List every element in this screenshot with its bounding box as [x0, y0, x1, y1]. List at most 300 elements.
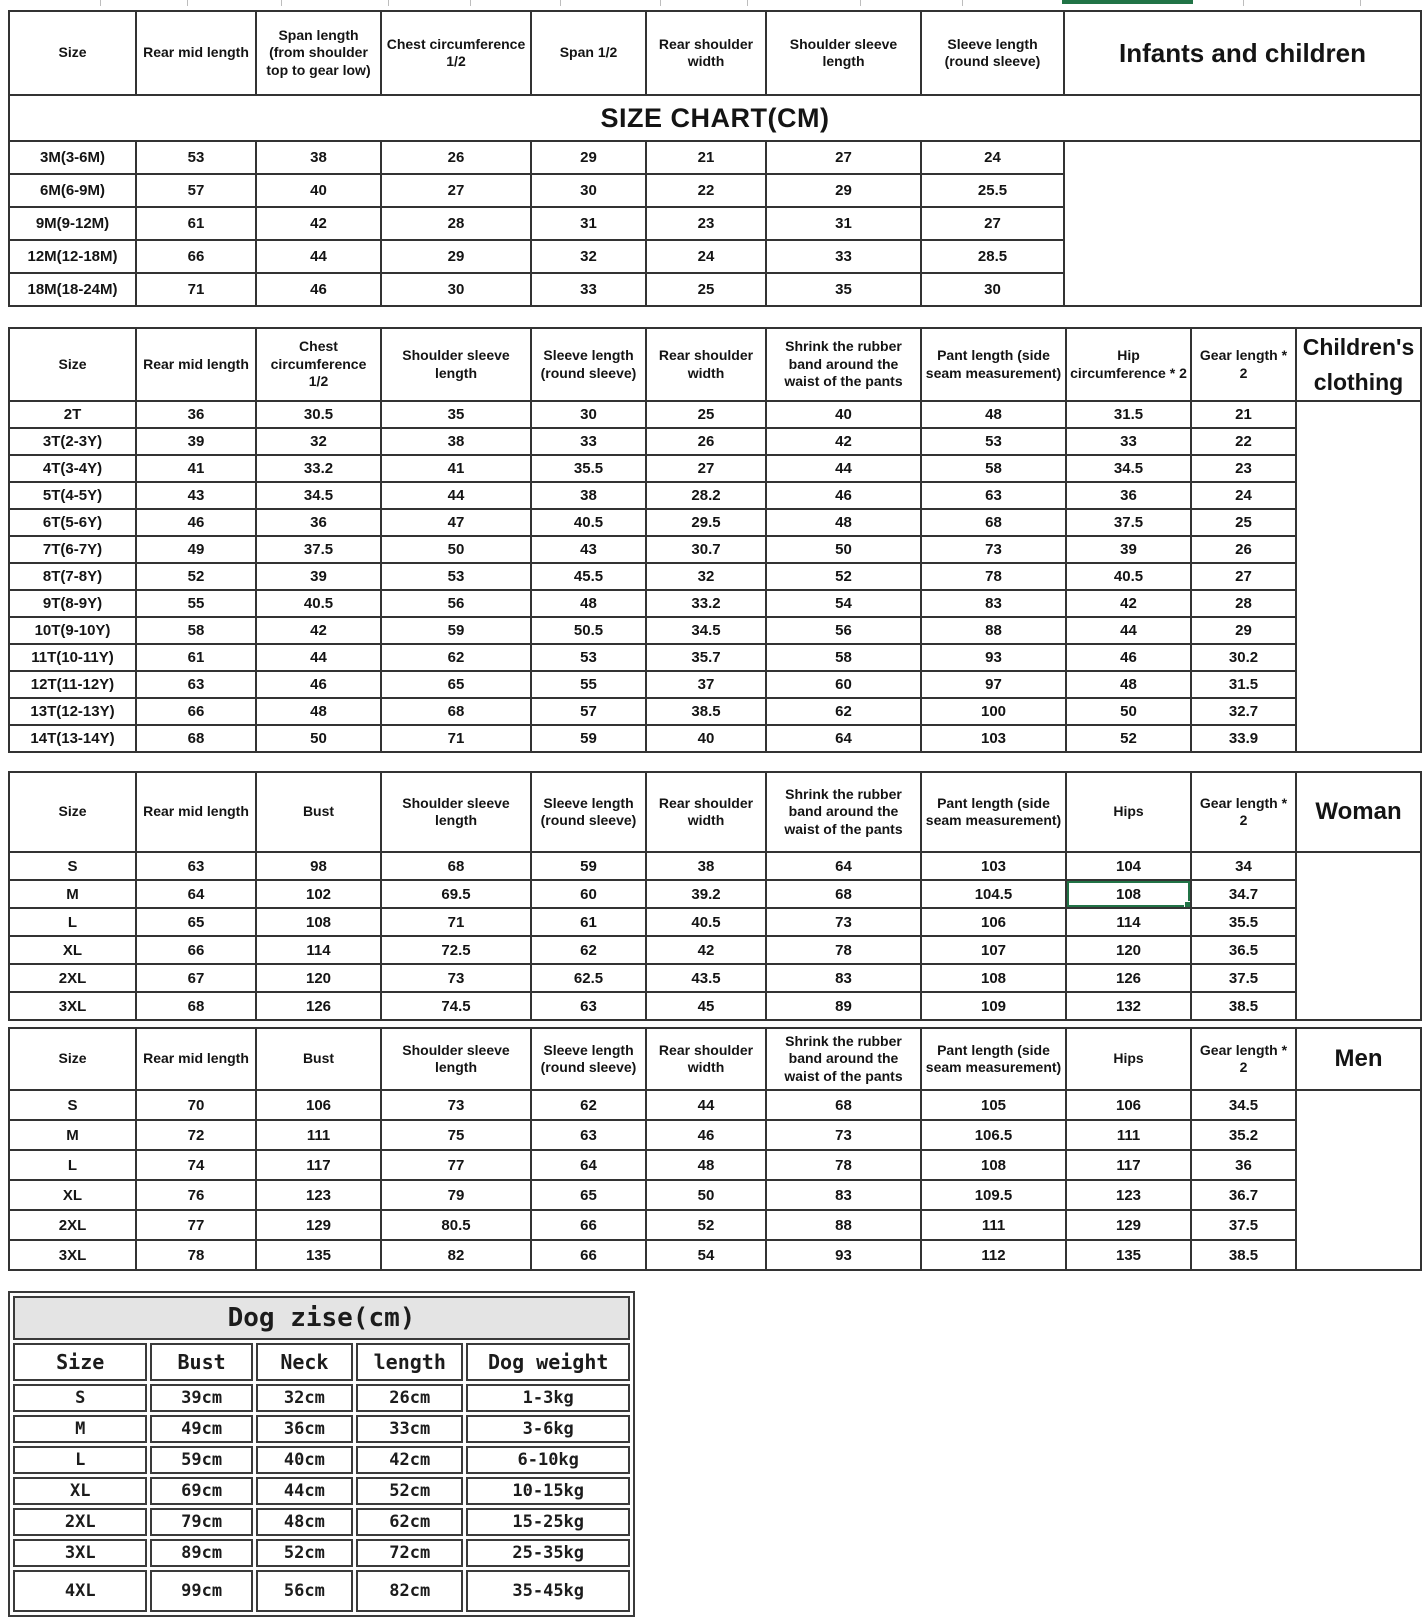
table-row — [9, 1210, 1421, 1240]
value-cell: 109.5 — [921, 1180, 1066, 1210]
value-cell: 69.5 — [381, 880, 531, 908]
value-cell: 72 — [136, 1120, 256, 1150]
size-cell: 3M(3-6M) — [9, 141, 136, 174]
size-cell: 2XL — [9, 1210, 136, 1240]
value-cell: 106.5 — [921, 1120, 1066, 1150]
value-cell: 42cm — [356, 1446, 463, 1474]
size-cell: 9T(8-9Y) — [9, 590, 136, 617]
value-cell: 36 — [1066, 482, 1191, 509]
value-cell: 68 — [136, 725, 256, 752]
value-cell: 49 — [136, 536, 256, 563]
value-cell: 73 — [381, 1090, 531, 1120]
column-header: Pant length (side seam measurement) — [921, 328, 1066, 401]
value-cell: 64 — [766, 852, 921, 880]
value-cell: 33 — [531, 428, 646, 455]
value-cell: 53 — [136, 141, 256, 174]
value-cell: 33.9 — [1191, 725, 1296, 752]
value-cell: 104.5 — [921, 880, 1066, 908]
value-cell: 45.5 — [531, 563, 646, 590]
value-cell: 39cm — [150, 1384, 252, 1412]
column-header: Pant length (side seam measurement) — [921, 772, 1066, 852]
size-cell: 14T(13-14Y) — [9, 725, 136, 752]
value-cell: 26 — [646, 428, 766, 455]
column-header: Hips — [1066, 1028, 1191, 1090]
value-cell: 42 — [256, 207, 381, 240]
value-cell: 117 — [1066, 1150, 1191, 1180]
table-row — [9, 482, 1421, 509]
dog-title-row — [13, 1296, 630, 1340]
value-cell: 62cm — [356, 1508, 463, 1536]
value-cell: 52 — [136, 563, 256, 590]
infants-group-label: Infants and children — [1064, 11, 1421, 95]
value-cell: 66 — [136, 698, 256, 725]
infants-header — [9, 11, 1421, 95]
value-cell: 58 — [136, 617, 256, 644]
size-cell: 6M(6-9M) — [9, 174, 136, 207]
value-cell: 34.5 — [646, 617, 766, 644]
value-cell: 97 — [921, 671, 1066, 698]
value-cell: 40.5 — [256, 590, 381, 617]
value-cell: 111 — [256, 1120, 381, 1150]
column-header: Bust — [256, 1028, 381, 1090]
value-cell: 55 — [136, 590, 256, 617]
value-cell: 65 — [136, 908, 256, 936]
column-header: Size — [9, 1028, 136, 1090]
selected-cell: 108 — [1066, 880, 1191, 908]
value-cell: 33.2 — [256, 455, 381, 482]
value-cell: 120 — [1066, 936, 1191, 964]
value-cell: 30.2 — [1191, 644, 1296, 671]
value-cell: 28.5 — [921, 240, 1064, 273]
value-cell: 48 — [256, 698, 381, 725]
value-cell: 83 — [766, 964, 921, 992]
column-header: Shrink the rubber band around the waist of the pants — [766, 1028, 921, 1090]
value-cell: 105 — [921, 1090, 1066, 1120]
value-cell: 77 — [381, 1150, 531, 1180]
value-cell: 46 — [256, 273, 381, 306]
table-gap — [8, 753, 1420, 771]
table-row — [13, 1446, 630, 1474]
column-header: Hip circumference * 2 — [1066, 328, 1191, 401]
value-cell: 50 — [256, 725, 381, 752]
value-cell: 73 — [766, 1120, 921, 1150]
value-cell: 33 — [766, 240, 921, 273]
column-header: Size — [13, 1343, 147, 1381]
dog-table-title: Dog zise(cm) — [13, 1296, 630, 1340]
table-row — [9, 880, 1421, 908]
column-header: Shoulder sleeve length — [381, 772, 531, 852]
value-cell: 63 — [136, 671, 256, 698]
value-cell: 63 — [531, 992, 646, 1020]
value-cell: 64 — [531, 1150, 646, 1180]
grid-tick — [660, 0, 661, 6]
value-cell: 106 — [1066, 1090, 1191, 1120]
value-cell: 54 — [646, 1240, 766, 1270]
value-cell: 29 — [531, 141, 646, 174]
value-cell: 30.5 — [256, 401, 381, 428]
size-cell: 2XL — [9, 964, 136, 992]
value-cell: 41 — [381, 455, 531, 482]
table-row — [9, 240, 1421, 273]
value-cell: 40 — [256, 174, 381, 207]
woman-body — [9, 852, 1421, 1020]
value-cell: 63 — [921, 482, 1066, 509]
value-cell: 38 — [381, 428, 531, 455]
size-cell: 3XL — [9, 992, 136, 1020]
value-cell: 82 — [381, 1240, 531, 1270]
value-cell: 79cm — [150, 1508, 252, 1536]
value-cell: 27 — [646, 455, 766, 482]
column-header: Sleeve length (round sleeve) — [531, 1028, 646, 1090]
value-cell: 74 — [136, 1150, 256, 1180]
value-cell: 35.5 — [531, 455, 646, 482]
value-cell: 48 — [1066, 671, 1191, 698]
table-row — [9, 455, 1421, 482]
table-row — [9, 401, 1421, 428]
size-cell: 9M(9-12M) — [9, 207, 136, 240]
size-cell: L — [13, 1446, 147, 1474]
column-header: Size — [9, 328, 136, 401]
value-cell: 46 — [646, 1120, 766, 1150]
dog-size-table — [8, 1291, 635, 1617]
value-cell: 46 — [766, 482, 921, 509]
value-cell: 114 — [1066, 908, 1191, 936]
value-cell: 36 — [256, 509, 381, 536]
value-cell: 44 — [646, 1090, 766, 1120]
value-cell: 62 — [766, 698, 921, 725]
value-cell: 72cm — [356, 1539, 463, 1567]
column-header: Shrink the rubber band around the waist of the pants — [766, 328, 921, 401]
value-cell: 52cm — [256, 1539, 353, 1567]
value-cell: 73 — [766, 908, 921, 936]
value-cell: 43 — [531, 536, 646, 563]
value-cell: 56 — [766, 617, 921, 644]
value-cell: 76 — [136, 1180, 256, 1210]
value-cell: 108 — [256, 908, 381, 936]
children-size-table — [8, 327, 1422, 753]
column-header: Rear mid length — [136, 328, 256, 401]
size-cell: 8T(7-8Y) — [9, 563, 136, 590]
infants-size-table — [8, 10, 1422, 307]
value-cell: 71 — [136, 273, 256, 306]
value-cell: 40 — [646, 725, 766, 752]
value-cell: 52 — [766, 563, 921, 590]
value-cell: 44 — [256, 644, 381, 671]
value-cell: 47 — [381, 509, 531, 536]
table-row — [13, 1415, 630, 1443]
value-cell: 67 — [136, 964, 256, 992]
column-header: Rear mid length — [136, 11, 256, 95]
value-cell: 52 — [1066, 725, 1191, 752]
value-cell: 68 — [136, 992, 256, 1020]
value-cell: 61 — [136, 644, 256, 671]
value-cell: 106 — [921, 908, 1066, 936]
value-cell: 24 — [1191, 482, 1296, 509]
value-cell: 33cm — [356, 1415, 463, 1443]
value-cell: 38.5 — [1191, 1240, 1296, 1270]
value-cell: 60 — [531, 880, 646, 908]
value-cell: 27 — [381, 174, 531, 207]
column-header: Hips — [1066, 772, 1191, 852]
size-cell: 12T(11-12Y) — [9, 671, 136, 698]
value-cell: 24 — [646, 240, 766, 273]
value-cell: 25 — [646, 273, 766, 306]
value-cell: 31.5 — [1066, 401, 1191, 428]
value-cell: 64 — [766, 725, 921, 752]
column-header: Rear mid length — [136, 1028, 256, 1090]
value-cell: 46 — [1066, 644, 1191, 671]
size-cell: XL — [13, 1477, 147, 1505]
value-cell: 37.5 — [1191, 1210, 1296, 1240]
men-body — [9, 1090, 1421, 1270]
value-cell: 66 — [531, 1210, 646, 1240]
table-row — [9, 852, 1421, 880]
value-cell: 32 — [531, 240, 646, 273]
value-cell: 104 — [1066, 852, 1191, 880]
value-cell: 48cm — [256, 1508, 353, 1536]
value-cell: 93 — [921, 644, 1066, 671]
size-cell: L — [9, 908, 136, 936]
column-header: Rear mid length — [136, 772, 256, 852]
value-cell: 46 — [136, 509, 256, 536]
value-cell: 30 — [531, 401, 646, 428]
value-cell: 40 — [766, 401, 921, 428]
value-cell: 111 — [921, 1210, 1066, 1240]
value-cell: 123 — [256, 1180, 381, 1210]
value-cell: 21 — [646, 141, 766, 174]
value-cell: 74.5 — [381, 992, 531, 1020]
value-cell: 59cm — [150, 1446, 252, 1474]
value-cell: 34.5 — [1066, 455, 1191, 482]
value-cell: 23 — [1191, 455, 1296, 482]
value-cell: 33.2 — [646, 590, 766, 617]
value-cell: 44cm — [256, 1477, 353, 1505]
value-cell: 37 — [646, 671, 766, 698]
table-row — [9, 1090, 1421, 1120]
value-cell: 99cm — [150, 1570, 252, 1612]
size-chart-title: SIZE CHART(CM) — [9, 95, 1421, 141]
grid-tick — [388, 0, 389, 6]
size-cell: XL — [9, 936, 136, 964]
table-row — [13, 1508, 630, 1536]
value-cell: 6-10kg — [466, 1446, 630, 1474]
column-header: Bust — [150, 1343, 252, 1381]
size-cell: 7T(6-7Y) — [9, 536, 136, 563]
value-cell: 102 — [256, 880, 381, 908]
value-cell: 39 — [1066, 536, 1191, 563]
woman-size-table — [8, 771, 1422, 1021]
value-cell: 78 — [921, 563, 1066, 590]
value-cell: 83 — [921, 590, 1066, 617]
value-cell: 33 — [531, 273, 646, 306]
column-header: Shrink the rubber band around the waist of the pants — [766, 772, 921, 852]
table-row — [13, 1539, 630, 1567]
column-header: Span 1/2 — [531, 11, 646, 95]
men-size-table — [8, 1027, 1422, 1271]
value-cell: 29 — [766, 174, 921, 207]
table-row — [9, 725, 1421, 752]
value-cell: 27 — [1191, 563, 1296, 590]
woman-header — [9, 772, 1421, 852]
value-cell: 58 — [766, 644, 921, 671]
value-cell: 103 — [921, 852, 1066, 880]
column-header: length — [356, 1343, 463, 1381]
size-cell: 10T(9-10Y) — [9, 617, 136, 644]
size-cell: 11T(10-11Y) — [9, 644, 136, 671]
value-cell: 59 — [531, 852, 646, 880]
size-cell: 12M(12-18M) — [9, 240, 136, 273]
value-cell: 48 — [646, 1150, 766, 1180]
value-cell: 63 — [531, 1120, 646, 1150]
value-cell: 129 — [256, 1210, 381, 1240]
column-header: Rear shoulder width — [646, 11, 766, 95]
table-row — [9, 273, 1421, 306]
size-cell: 13T(12-13Y) — [9, 698, 136, 725]
value-cell: 65 — [531, 1180, 646, 1210]
value-cell: 62 — [531, 1090, 646, 1120]
value-cell: 30 — [381, 273, 531, 306]
value-cell: 38.5 — [646, 698, 766, 725]
size-cell: 2XL — [13, 1508, 147, 1536]
value-cell: 24 — [921, 141, 1064, 174]
value-cell: 126 — [1066, 964, 1191, 992]
value-cell: 50 — [381, 536, 531, 563]
value-cell: 36.7 — [1191, 1180, 1296, 1210]
column-header: Size — [9, 11, 136, 95]
value-cell: 37.5 — [1066, 509, 1191, 536]
column-header: Gear length * 2 — [1191, 328, 1296, 401]
value-cell: 35.7 — [646, 644, 766, 671]
value-cell: 42 — [1066, 590, 1191, 617]
value-cell: 40cm — [256, 1446, 353, 1474]
table-gap — [8, 1271, 1420, 1291]
value-cell: 38 — [531, 482, 646, 509]
size-cell: S — [13, 1384, 147, 1412]
value-cell: 23 — [646, 207, 766, 240]
table-row — [9, 590, 1421, 617]
value-cell: 82cm — [356, 1570, 463, 1612]
value-cell: 117 — [256, 1150, 381, 1180]
value-cell: 123 — [1066, 1180, 1191, 1210]
table-row — [9, 698, 1421, 725]
value-cell: 10-15kg — [466, 1477, 630, 1505]
value-cell: 111 — [1066, 1120, 1191, 1150]
value-cell: 43.5 — [646, 964, 766, 992]
children-group-label: Children's clothing — [1296, 328, 1421, 401]
value-cell: 71 — [381, 725, 531, 752]
table-row — [9, 563, 1421, 590]
value-cell: 112 — [921, 1240, 1066, 1270]
value-cell: 109 — [921, 992, 1066, 1020]
header-row — [13, 1343, 630, 1381]
table-row — [13, 1384, 630, 1412]
value-cell: 71 — [381, 908, 531, 936]
value-cell: 100 — [921, 698, 1066, 725]
size-cell: 4T(3-4Y) — [9, 455, 136, 482]
column-header: Neck — [256, 1343, 353, 1381]
value-cell: 126 — [256, 992, 381, 1020]
size-cell: S — [9, 1090, 136, 1120]
value-cell: 70 — [136, 1090, 256, 1120]
children-body — [9, 401, 1421, 752]
table-row — [9, 536, 1421, 563]
value-cell: 69cm — [150, 1477, 252, 1505]
value-cell: 34.5 — [1191, 1090, 1296, 1120]
value-cell: 68 — [381, 852, 531, 880]
value-cell: 132 — [1066, 992, 1191, 1020]
value-cell: 22 — [1191, 428, 1296, 455]
value-cell: 39.2 — [646, 880, 766, 908]
value-cell: 29 — [381, 240, 531, 273]
value-cell: 26 — [1191, 536, 1296, 563]
woman-group-label: Woman — [1296, 772, 1421, 852]
value-cell: 53 — [531, 644, 646, 671]
value-cell: 83 — [766, 1180, 921, 1210]
grid-tick — [747, 0, 748, 6]
grid-tick — [962, 0, 963, 6]
value-cell: 44 — [256, 240, 381, 273]
value-cell: 50 — [766, 536, 921, 563]
table-row — [9, 671, 1421, 698]
men-group-label: Men — [1296, 1028, 1421, 1090]
column-header: Shoulder sleeve length — [766, 11, 921, 95]
value-cell: 88 — [921, 617, 1066, 644]
value-cell: 37.5 — [1191, 964, 1296, 992]
value-cell: 44 — [381, 482, 531, 509]
value-cell: 53 — [381, 563, 531, 590]
size-cell: 18M(18-24M) — [9, 273, 136, 306]
value-cell: 54 — [766, 590, 921, 617]
value-cell: 32 — [646, 563, 766, 590]
infants-body — [9, 141, 1421, 306]
value-cell: 73 — [381, 964, 531, 992]
size-cell: 5T(4-5Y) — [9, 482, 136, 509]
title-row — [9, 95, 1421, 141]
table-row — [9, 174, 1421, 207]
table-row — [13, 1477, 630, 1505]
size-cell: 2T — [9, 401, 136, 428]
value-cell: 65 — [381, 671, 531, 698]
column-header: Span length (from shoulder top to gear low) — [256, 11, 381, 95]
header-row — [9, 1028, 1421, 1090]
value-cell: 29.5 — [646, 509, 766, 536]
value-cell: 28 — [381, 207, 531, 240]
value-cell: 77 — [136, 1210, 256, 1240]
selection-handle — [1184, 901, 1191, 908]
value-cell: 15-25kg — [466, 1508, 630, 1536]
value-cell: 50 — [1066, 698, 1191, 725]
value-cell: 39 — [256, 563, 381, 590]
value-cell: 62 — [531, 936, 646, 964]
value-cell: 73 — [921, 536, 1066, 563]
column-header: Rear shoulder width — [646, 328, 766, 401]
value-cell: 89cm — [150, 1539, 252, 1567]
column-header: Shoulder sleeve length — [381, 328, 531, 401]
column-header: Bust — [256, 772, 381, 852]
value-cell: 50 — [646, 1180, 766, 1210]
value-cell: 21 — [1191, 401, 1296, 428]
column-header: Sleeve length (round sleeve) — [921, 11, 1064, 95]
value-cell: 48 — [531, 590, 646, 617]
value-cell: 28.2 — [646, 482, 766, 509]
value-cell: 107 — [921, 936, 1066, 964]
value-cell: 49cm — [150, 1415, 252, 1443]
size-cell: M — [9, 1120, 136, 1150]
value-cell: 44 — [1066, 617, 1191, 644]
value-cell: 30.7 — [646, 536, 766, 563]
value-cell: 31.5 — [1191, 671, 1296, 698]
grid-tick — [1360, 0, 1361, 6]
